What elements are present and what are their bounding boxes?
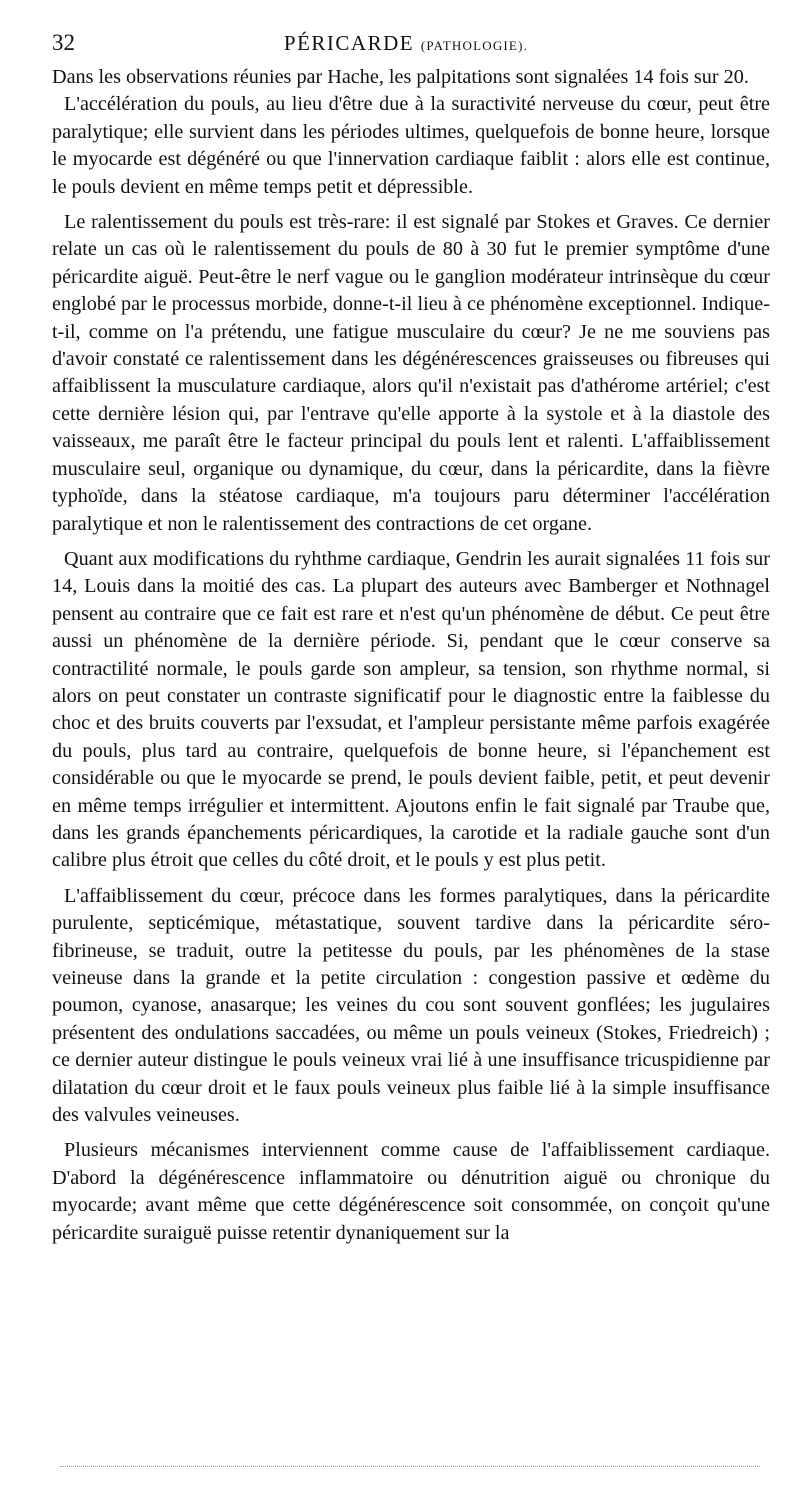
paragraph-3: Le ralentissement du pouls est très-rare: il est signalé par Stokes et Graves. Ce dernier relate un cas où le ralentissement du pouls de 80 à 30 fut le premier symptôme d'une péricardite aiguë. Peut-être le nerf vague ou le ganglion modérateur intrinsèque du cœur englobé par le processus morbide, donne-t-il lieu à ce phénomène exceptionnel. Indique-t-il, comme on l'a prétendu, une fatigue musculaire du cœur? Je ne me souviens pas d'avoir constaté ce ralentissement dans les dégénérescences graisseuses ou fibreuses qui affaiblissent la musculature cardiaque, alors qu'il n'existait pas d'athérome artériel; c'est cette dernière lésion qui, par l'entrave qu'elle apporte à la systole et à la diastole des vaisseaux, me paraît être le facteur principal du pouls lent et ralenti. L'affaiblissement musculaire seul, organique ou dynamique, du cœur, dans la péricardite, dans la fièvre typhoïde, dans la stéatose cardiaque, m'a toujours paru déterminer l'accélération paralytique et non le ralentissement des contractions de cet organe.: [52, 211, 770, 535]
running-title-main: PÉRICARDE: [283, 31, 415, 55]
paragraph-1: Dans les observations réunies par Hache, les palpitations sont signalées 14 fois sur 20.: [52, 66, 749, 88]
body-text: [52, 64, 770, 1247]
footer-rule: [60, 1466, 760, 1467]
paragraph-4: Quant aux modifications du ryhthme cardiaque, Gendrin les aurait signalées 11 fois sur 14, Louis dans la moitié des cas. La plupart des auteurs avec Bamberger et Nothnagel pensent au contraire que ce fait est rare et n'est qu'un phénomène de début. Ce peut être aussi un phénomène de la dernière période. Si, pendant que le cœur conserve sa contractilité normale, le pouls garde son ampleur, sa tension, son rhythme normal, si alors on peut constater un contraste significatif pour le diagnostic entre la faiblesse du choc et des bruits couverts par l'exsudat, et l'ampleur persistante même parfois exagérée du pouls, plus tard au contraire, quelquefois de bonne heure, si l'épanchement est considérable ou que le myocarde se prend, le pouls devient faible, petit, et peut devenir en même temps irrégulier et intermittent. Ajoutons enfin le fait signalé par Traube que, dans les grands épanchements péricardiques, la carotide et la radiale gauche sont d'un calibre plus étroit que celles du côté droit, et le pouls y est plus petit.: [52, 547, 770, 872]
running-title-subtitle: (PATHOLOGIE).: [420, 38, 529, 53]
paragraph-5: L'affaiblissement du cœur, précoce dans les formes paralytiques, dans la péricardite purulente, septicémique, métastatique, souvent tardive dans la péricardite séro-fibrineuse, se traduit, outre la petitesse du pouls, par les phénomènes de la stase veineuse dans la grande et la petite circulation : congestion passive et œdème du poumon, cyanose, anasarque; les veines du cou sont souvent gonflées; les jugulaires présentent des ondulations saccadées, ou même un pouls veineux (Stokes, Friedreich) ; ce dernier auteur distingue le pouls veineux vrai lié à une insuffisance tricuspidienne par dilatation du cœur droit et le faux pouls veineux plus faible lié à la simple insuffisance des valvules veineuses.: [52, 884, 770, 1127]
paragraph-6: Plusieurs mécanismes interviennent comme cause de l'affaiblissement cardiaque. D'abord la dégénérescence inflammatoire ou dénutrition aiguë ou chronique du myocarde; avant même que cette dégénérescence soit consommée, on conçoit qu'une péricardite suraiguë puisse retentir dynaniquement sur la: [52, 1139, 770, 1244]
running-title: [52, 28, 760, 61]
paragraph-2: L'accélération du pouls, au lieu d'être due à la suractivité nerveuse du cœur, peut être paralytique; elle survient dans les périodes ultimes, quelquefois de bonne heure, lorsque le myocarde est dégénéré ou que l'innervation cardiaque faiblit : alors elle est continue, le pouls devient en même temps petit et dépressible.: [52, 93, 770, 198]
page-number: 32: [52, 30, 75, 55]
running-header: [52, 28, 760, 58]
